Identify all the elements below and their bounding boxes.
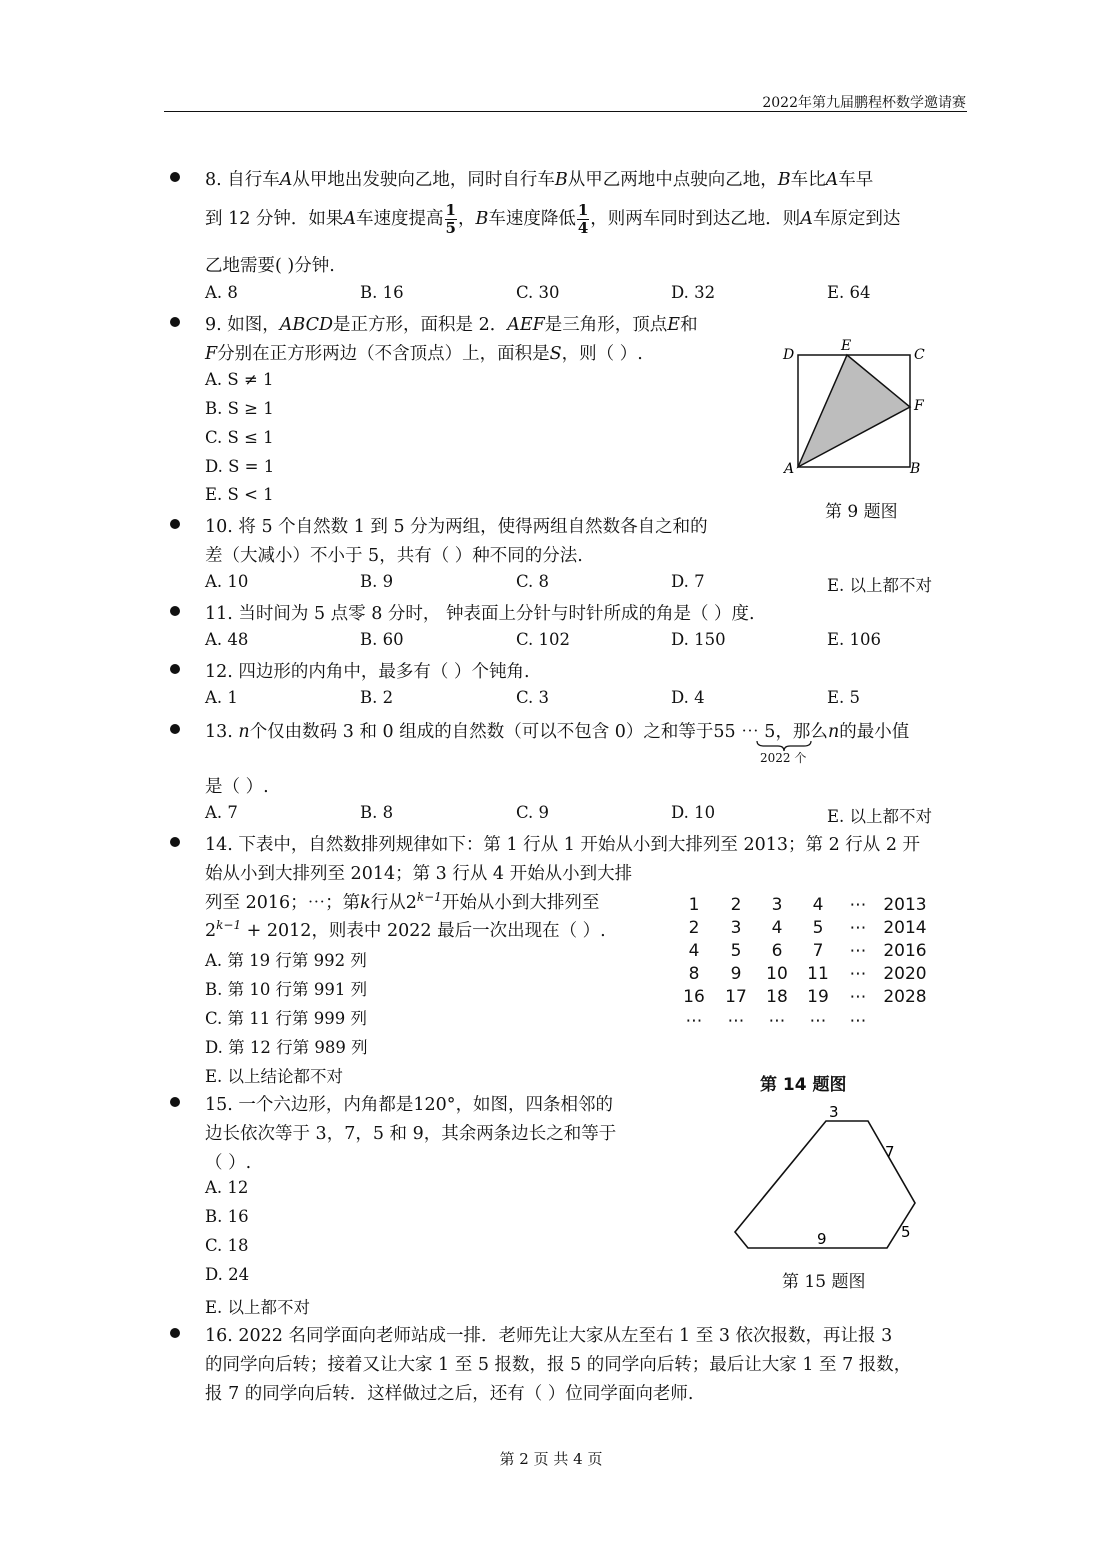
table-cell: 2020	[883, 964, 927, 984]
table-cell: 18	[766, 987, 788, 1007]
q15-option-e: E. 以上都不对	[205, 1298, 311, 1317]
header-title: 2022年第九届鹏程杯数学邀请赛	[762, 95, 966, 111]
table-cell: 17	[725, 987, 747, 1007]
table-cell: 8	[688, 964, 700, 984]
table-cell: ⋯	[849, 987, 867, 1007]
q9-label-d: D	[783, 347, 795, 363]
q15-line1: 15. 一个六边形，内角都是120°，如图，四条相邻的	[205, 1095, 614, 1115]
table-cell: ⋯	[768, 1011, 786, 1031]
table-cell: 2013	[883, 895, 927, 915]
q15-line3: （ ）.	[205, 1153, 252, 1173]
table-cell: 4	[688, 941, 700, 961]
q11-line1: 11. 当时间为 5 点零 8 分时， 钟表面上分针与时针所成的角是（ ）度.	[205, 604, 755, 624]
q16-line2: 的同学向后转；接着又让大家 1 至 5 报数，报 5 的同学向后转；最后让大家 1 至 7 报数，	[205, 1355, 912, 1375]
table-cell: 2014	[883, 918, 927, 938]
q14-caption: 第 14 题图	[760, 1075, 847, 1095]
q15-side-label-3: 3	[829, 1103, 839, 1121]
table-cell: ⋯	[727, 1011, 745, 1031]
q9-option-e: E. S < 1	[205, 485, 274, 504]
q10-line1: 10. 将 5 个自然数 1 到 5 分为两组，使得两组自然数各自之和的	[205, 517, 708, 537]
q9-label-a: A	[784, 461, 795, 477]
q13-repeated-number: 55 ⋯ 5	[713, 722, 776, 742]
table-cell: 10	[766, 964, 788, 984]
table-cell: 2	[688, 918, 700, 938]
q14-option-b: B. 第 10 行第 991 列	[205, 980, 368, 999]
q9-label-c: C	[914, 347, 925, 363]
q8-line2: 到 12 分钟．如果A车速度提高 $\frac{1}{5}$ ，B车速度降低 $\frac{1}{4}$ ，则两车同时到达乙地．则A车原定到达	[205, 201, 901, 237]
q9-option-d: D. S = 1	[205, 457, 275, 476]
fraction-1-5: $\frac{1}{5}$	[445, 201, 456, 237]
bullet-q9	[170, 317, 180, 327]
q8-option-e: E. 64	[827, 283, 871, 302]
q9-label-b: B	[910, 461, 921, 477]
q10-option-b: B. 9	[360, 572, 394, 591]
q13-option-e: E. 以上都不对	[827, 807, 933, 826]
q9-caption: 第 9 题图	[825, 502, 898, 522]
q14-option-c: C. 第 11 行第 999 列	[205, 1009, 367, 1028]
q10-option-c: C. 8	[516, 572, 550, 591]
q10-option-a: A. 10	[205, 572, 249, 591]
q11-option-a: A. 48	[205, 630, 249, 649]
q13-brace-label: 2022 个	[760, 751, 807, 765]
table-cell: 4	[812, 895, 824, 915]
q14-line4: $2^{k-1} + 2012$，则表中 2022 最后一次出现在（ ）.	[205, 918, 606, 941]
table-cell: ⋯	[685, 1011, 703, 1031]
q13-option-d: D. 10	[671, 803, 716, 822]
q9-square-figure	[775, 335, 935, 485]
q12-option-e: E. 5	[827, 688, 861, 707]
table-cell: 3	[771, 895, 783, 915]
table-cell: 5	[812, 918, 824, 938]
q12-line1: 12. 四边形的内角中，最多有（ ）个钝角.	[205, 662, 530, 682]
table-cell: 19	[807, 987, 829, 1007]
bullet-q13	[170, 724, 180, 734]
q13-line1: 13. n个仅由数码 3 和 0 组成的自然数（可以不包含 0）之和等于55 ⋯ 5，那么n的最小值	[205, 722, 910, 742]
q11-option-e: E. 106	[827, 630, 882, 649]
bullet-q15	[170, 1097, 180, 1107]
table-cell: 16	[683, 987, 705, 1007]
q10-line2: 差（大减小）不小于 5，共有（ ）种不同的分法.	[205, 546, 583, 566]
q12-option-d: D. 4	[671, 688, 705, 707]
bullet-q12	[170, 664, 180, 674]
fraction-1-4: $\frac{1}{4}$	[577, 201, 589, 237]
table-cell: ⋯	[809, 1011, 827, 1031]
q9-line2: F分别在正方形两边（不含顶点）上，面积是S，则（ ）.	[205, 344, 643, 364]
q12-option-a: A. 1	[205, 688, 238, 707]
q8-option-d: D. 32	[671, 283, 716, 302]
q9-label-f: F	[914, 398, 924, 414]
q15-side-label-5: 5	[901, 1223, 911, 1241]
table-cell: 2	[730, 895, 742, 915]
bullet-q10	[170, 519, 180, 529]
q13-option-a: A. 7	[205, 803, 238, 822]
q11-option-c: C. 102	[516, 630, 571, 649]
q16-line3: 报 7 的同学向后转．这样做过之后，还有（ ）位同学面向老师.	[205, 1384, 694, 1404]
q9-option-a: A. S ≠ 1	[205, 370, 274, 389]
table-cell: ⋯	[849, 1011, 867, 1031]
q9-option-c: C. S ≤ 1	[205, 428, 274, 447]
table-cell: ⋯	[849, 941, 867, 961]
q13-option-b: B. 8	[360, 803, 394, 822]
q14-line2: 始从小到大排列至 2014；第 3 行从 4 开始从小到大排	[205, 864, 633, 884]
q13-line2: 是（ ）.	[205, 777, 269, 797]
table-cell: 1	[688, 895, 700, 915]
q8-option-c: C. 30	[516, 283, 560, 302]
q15-hexagon-figure	[725, 1095, 925, 1255]
bullet-q14	[170, 837, 180, 847]
bullet-q11	[170, 606, 180, 616]
q14-line1: 14. 下表中，自然数排列规律如下：第 1 行从 1 开始从小到大排列至 2013；第 2 行从 2 开	[205, 835, 921, 855]
table-cell: ⋯	[849, 918, 867, 938]
q8-option-b: B. 16	[360, 283, 404, 302]
q16-line1: 16. 2022 名同学面向老师站成一排．老师先让大家从左至右 1 至 3 依次报数，再让报 3	[205, 1326, 893, 1346]
q11-option-d: D. 150	[671, 630, 726, 649]
table-cell: 9	[730, 964, 742, 984]
table-cell: 3	[730, 918, 742, 938]
q9-line1: 9. 如图，ABCD是正方形，面积是 2．AEF是三角形，顶点E和	[205, 315, 698, 335]
page-footer: 第 2 页 共 4 页	[499, 1450, 603, 1468]
bullet-q8	[170, 172, 180, 182]
q14-line3: 列至 2016；⋯；第k行从$2^{k-1}$开始从小到大排列至	[205, 890, 600, 913]
q10-option-d: D. 7	[671, 572, 705, 591]
q15-option-a: A. 12	[205, 1178, 249, 1197]
table-cell: 11	[807, 964, 829, 984]
q9-label-e: E	[841, 338, 852, 354]
q14-option-e: E. 以上结论都不对	[205, 1067, 344, 1086]
q15-caption: 第 15 题图	[782, 1272, 866, 1292]
q15-side-label-9: 9	[817, 1230, 827, 1248]
table-cell: 2028	[883, 987, 927, 1007]
q15-option-c: C. 18	[205, 1236, 249, 1255]
q11-option-b: B. 60	[360, 630, 404, 649]
bullet-q16	[170, 1328, 180, 1338]
table-cell: ⋯	[849, 895, 867, 915]
table-cell: 4	[771, 918, 783, 938]
table-cell: 6	[771, 941, 783, 961]
table-cell: 2016	[883, 941, 927, 961]
q13-option-c: C. 9	[516, 803, 550, 822]
q9-option-b: B. S ≥ 1	[205, 399, 274, 418]
table-cell: ⋯	[849, 964, 867, 984]
q14-option-d: D. 第 12 行第 989 列	[205, 1038, 368, 1057]
q15-line2: 边长依次等于 3，7，5 和 9，其余两条边长之和等于	[205, 1124, 617, 1144]
q12-option-c: C. 3	[516, 688, 550, 707]
q15-side-label-7: 7	[885, 1143, 895, 1161]
q14-option-a: A. 第 19 行第 992 列	[205, 951, 367, 970]
table-cell: 7	[812, 941, 824, 961]
q15-option-b: B. 16	[205, 1207, 249, 1226]
q10-option-e: E. 以上都不对	[827, 576, 933, 595]
header-rule	[164, 111, 967, 112]
q15-option-d: D. 24	[205, 1265, 250, 1284]
q8-line3: 乙地需要( )分钟.	[205, 256, 335, 276]
q8-option-a: A. 8	[205, 283, 238, 302]
q8-line1: 8. 自行车A从甲地出发驶向乙地，同时自行车B从甲乙两地中点驶向乙地，B车比A车早	[205, 170, 874, 190]
table-cell: 5	[730, 941, 742, 961]
q12-option-b: B. 2	[360, 688, 394, 707]
